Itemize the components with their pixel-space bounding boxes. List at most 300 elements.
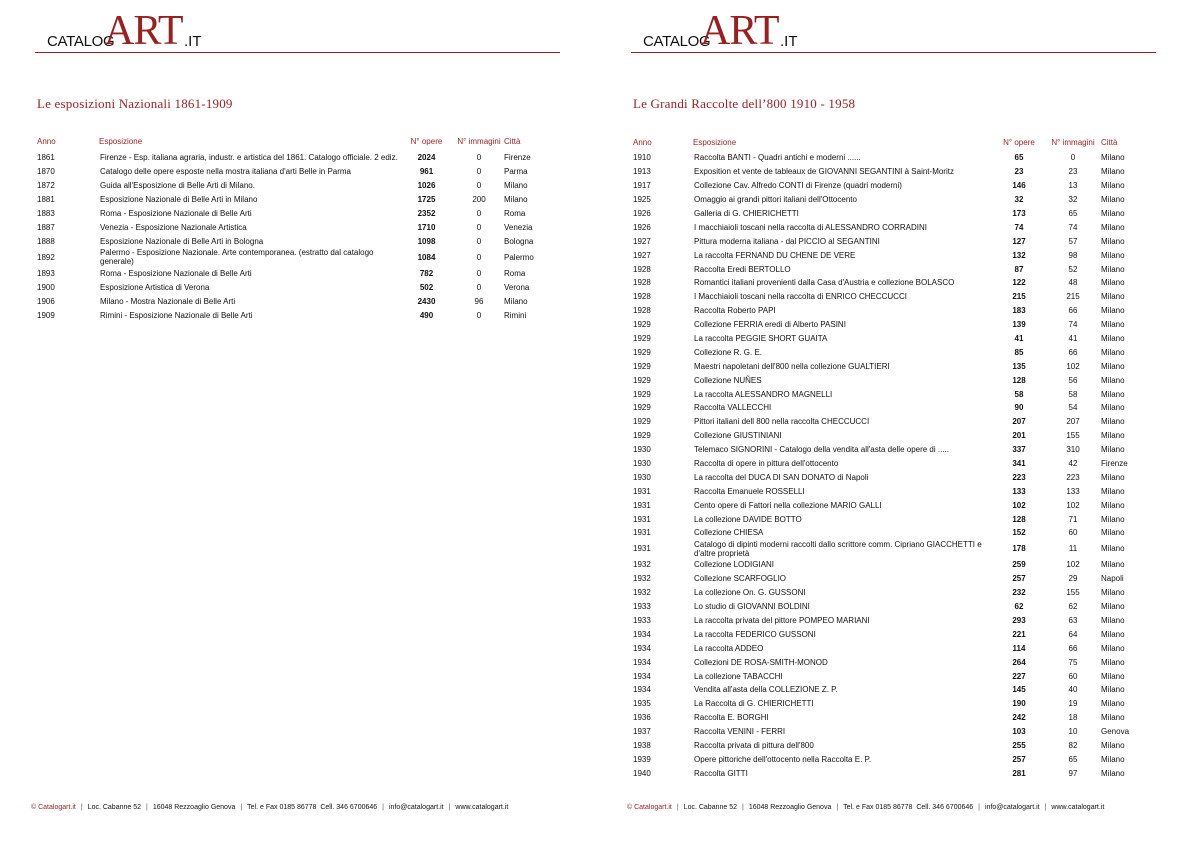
cell-esposizione: Raccolta E. BORGHI: [694, 713, 769, 723]
cell-anno: 1909: [37, 310, 55, 320]
cell-esposizione: Collezione R. G. E.: [694, 347, 763, 357]
logo-art-text: ART: [104, 8, 183, 54]
cell-opere: 133: [1012, 486, 1026, 496]
cell-esposizione: La raccolta FEDERICO GUSSONI: [694, 629, 816, 639]
footer-web[interactable]: www.catalogart.it: [1051, 804, 1105, 811]
footer: © Catalogart.it | Loc. Cabanne 52 | 16048 Rezzoaglio Genova | Tel. e Fax 0185 86778 Cell. 346 6700646 | info@catalogart.it | www.catalogart.it: [627, 804, 1105, 811]
cell-citta: Milano: [1101, 389, 1125, 399]
cell-immagini: 223: [1066, 472, 1080, 482]
cell-citta: Milano: [1101, 334, 1125, 344]
logo-it-text: .IT: [780, 33, 798, 50]
table-row: [633, 193, 1154, 207]
cell-anno: 1940: [633, 768, 651, 778]
header-citta: Città: [504, 137, 521, 146]
cell-immagini: 62: [1068, 602, 1078, 612]
cell-citta: Milano: [1101, 486, 1125, 496]
cell-immagini: 98: [1068, 250, 1078, 260]
cell-anno: 1861: [37, 152, 55, 162]
cell-immagini: 97: [1068, 768, 1078, 778]
table-row: [633, 345, 1154, 359]
cell-citta: Milano: [1101, 222, 1125, 232]
cell-anno: 1930: [633, 459, 651, 469]
cell-citta: Milano: [1101, 236, 1125, 246]
cell-immagini: 63: [1068, 615, 1078, 625]
table-row: [633, 512, 1154, 526]
table-header-row: [37, 137, 547, 150]
cell-citta: Milano: [1101, 278, 1125, 288]
cell-immagini: 133: [1066, 486, 1080, 496]
cell-esposizione: Venezia - Esposizione Nazionale Artistica: [100, 222, 247, 232]
cell-immagini: 74: [1068, 222, 1078, 232]
cell-opere: 145: [1012, 685, 1026, 695]
table-row: [633, 669, 1154, 683]
table-row: [633, 165, 1154, 179]
cell-immagini: 60: [1068, 671, 1078, 681]
cell-immagini: 54: [1068, 403, 1078, 413]
cell-esposizione: La raccolta ADDEO: [694, 643, 764, 653]
cell-immagini: 60: [1068, 528, 1078, 538]
cell-opere: 2430: [417, 296, 436, 306]
catalogart-logo: [631, 8, 1156, 54]
cell-immagini: 32: [1068, 195, 1078, 205]
cell-esposizione: Roma - Esposizione Nazionale di Belle Arti: [100, 268, 252, 278]
cell-anno: 1928: [633, 306, 651, 316]
footer-web[interactable]: www.catalogart.it: [455, 804, 509, 811]
cell-esposizione: Raccolta Emanuele ROSSELLI: [694, 486, 805, 496]
cell-opere: 32: [1014, 195, 1024, 205]
table-row: [633, 484, 1154, 498]
cell-anno: 1933: [633, 615, 651, 625]
footer-address: Loc. Cabanne 52: [683, 804, 737, 811]
cell-anno: 1883: [37, 208, 55, 218]
cell-immagini: 71: [1068, 514, 1078, 524]
cell-opere: 128: [1012, 375, 1026, 385]
cell-anno: 1931: [633, 500, 651, 510]
header-esposizione: Esposizione: [99, 137, 143, 146]
cell-citta: Milano: [1101, 181, 1125, 191]
cell-opere: 215: [1012, 292, 1026, 302]
cell-immagini: 41: [1068, 334, 1078, 344]
cell-anno: 1929: [633, 389, 651, 399]
cell-citta: Milano: [1101, 209, 1125, 218]
cell-citta: Milano: [1101, 167, 1125, 177]
cell-esposizione: Collezioni DE ROSA-SMITH-MONOD: [694, 657, 828, 667]
cell-anno: 1934: [633, 685, 651, 695]
cell-citta: Milano: [1101, 544, 1125, 554]
table-row: [633, 443, 1154, 457]
table-row: [633, 359, 1154, 373]
cell-esposizione: Maestri napoletani dell'800 nella collezione GUALTIERI: [694, 361, 890, 371]
cell-citta: Venezia: [504, 222, 533, 232]
table-row: [633, 766, 1154, 780]
footer-email[interactable]: info@catalogart.it: [985, 804, 1040, 811]
cell-anno: 1872: [37, 180, 55, 190]
cell-citta: Milano: [1101, 472, 1125, 482]
cell-anno: 1932: [633, 574, 651, 584]
cell-anno: 1935: [633, 699, 651, 709]
cell-citta: Milano: [1101, 195, 1125, 205]
cell-anno: 1934: [633, 657, 651, 667]
header-anno: Anno: [37, 137, 56, 146]
cell-immagini: 74: [1068, 320, 1078, 330]
cell-opere: 1725: [417, 194, 436, 204]
cell-esposizione: Esposizione Artistica di Verona: [100, 282, 210, 292]
cell-opere: 257: [1012, 574, 1026, 584]
cell-opere: 65: [1014, 153, 1024, 163]
cell-esposizione: Esposizione Nazionale di Belle Arti in Milano: [100, 194, 258, 204]
cell-esposizione: Raccolta privata di pittura dell'800: [694, 740, 814, 750]
table-row: [633, 600, 1154, 614]
cell-anno: 1934: [633, 629, 651, 639]
cell-citta: Milano: [1101, 347, 1125, 357]
section-title: Le Grandi Raccolte dell’800 1910 - 1958: [633, 96, 856, 111]
cell-immagini: 102: [1066, 361, 1080, 371]
header-opere: N° opere: [410, 137, 443, 146]
header-opere: N° opere: [1003, 138, 1035, 147]
cell-opere: 264: [1012, 657, 1026, 667]
footer-cell: Cell. 346 6700646: [320, 804, 378, 811]
cell-esposizione: La raccolta privata del pittore POMPEO MARIANI: [694, 615, 870, 625]
cell-esposizione: Omaggio ai grandi pittori italiani dell'Ottocento: [694, 195, 857, 205]
cell-citta: Roma: [504, 208, 526, 218]
cell-immagini: 66: [1068, 643, 1078, 653]
footer-cell: Cell. 346 6700646: [916, 804, 974, 811]
footer-address: Loc. Cabanne 52: [87, 804, 141, 811]
table-row: [37, 150, 547, 164]
cell-opere: 74: [1014, 222, 1024, 232]
cell-opere: 281: [1012, 768, 1026, 778]
footer-city: 16048 Rezzoaglio Genova: [152, 804, 236, 811]
table-row: [633, 373, 1154, 387]
cell-citta: Rimini: [504, 310, 527, 320]
table-row: [633, 415, 1154, 429]
cell-esposizione: Pittori italiani dell 800 nella raccolta CHECCUCCI: [694, 417, 870, 427]
table-row: [633, 207, 1154, 221]
cell-anno: 1936: [633, 713, 651, 723]
table-row: [633, 725, 1154, 739]
section-title: Le esposizioni Nazionali 1861-1909: [37, 96, 233, 111]
cell-anno: 1926: [633, 222, 651, 232]
cell-esposizione: Lo studio di GIOVANNI BOLDINI: [694, 602, 810, 612]
table-header-row: [633, 138, 1154, 151]
cell-anno: 1934: [633, 643, 651, 653]
cell-esposizione: Milano - Mostra Nazionale di Belle Arti: [100, 296, 236, 306]
footer-phone: Tel. e Fax 0185 86778: [247, 804, 317, 811]
cell-opere: 190: [1012, 699, 1026, 709]
cell-citta: Milano: [1101, 657, 1125, 667]
cell-immagini: 0: [476, 222, 482, 232]
cell-anno: 1928: [633, 278, 651, 288]
exhibitions-table-body: [37, 150, 547, 322]
table-row: [37, 234, 547, 248]
cell-opere: 2024: [417, 152, 436, 162]
cell-anno: 1893: [37, 268, 55, 278]
cell-esposizione: Cento opere di Fattori nella collezione MARIO GALLI: [694, 500, 882, 510]
table-row: [633, 234, 1154, 248]
table-row: [633, 627, 1154, 641]
cell-esposizione: Rimini - Esposizione Nazionale di Belle Arti: [100, 310, 253, 320]
cell-anno: 1932: [633, 560, 651, 570]
cell-esposizione: Romantici italiani provenienti dalla Casa d'Austria e collezione BOLASCO: [694, 278, 955, 288]
cell-citta: Milano: [1101, 754, 1125, 764]
cell-opere: 1098: [417, 236, 436, 246]
cell-opere: 201: [1012, 431, 1026, 441]
cell-esposizione: Collezione GIUSTINIANI: [694, 431, 782, 441]
cell-immagini: 82: [1068, 740, 1078, 750]
cell-opere: 227: [1012, 671, 1026, 681]
cell-immagini: 13: [1068, 181, 1078, 191]
cell-anno: 1929: [633, 361, 651, 371]
cell-immagini: 155: [1066, 431, 1080, 441]
cell-citta: Milano: [1101, 292, 1125, 302]
cell-opere: 127: [1012, 236, 1026, 246]
cell-esposizione: Raccolta BANTI - Quadri antichi e moderni ......: [694, 153, 861, 163]
cell-immagini: 0: [476, 310, 482, 320]
cell-immagini: 0: [476, 180, 482, 190]
table-row: [633, 558, 1154, 572]
left-page: [0, 0, 595, 842]
table-row: [633, 290, 1154, 304]
cell-immagini: 0: [476, 268, 482, 278]
collections-table: [633, 138, 1154, 780]
cell-citta: Milano: [1101, 713, 1125, 723]
table-row: [37, 280, 547, 294]
table-row: [37, 192, 547, 206]
cell-esposizione: Collezione LODIGIANI: [694, 560, 775, 570]
cell-opere: 961: [419, 166, 434, 176]
cell-citta: Palermo: [504, 252, 534, 262]
header-anno: Anno: [633, 138, 652, 147]
cell-opere: 58: [1014, 389, 1024, 399]
cell-esposizione: La collezione On. G. GUSSONI: [694, 588, 806, 598]
cell-citta: Milano: [1101, 560, 1125, 570]
cell-citta: Milano: [1101, 514, 1125, 524]
table-row: [633, 752, 1154, 766]
cell-esposizione: Raccolta VENINI - FERRI: [694, 727, 786, 737]
table-row: [633, 683, 1154, 697]
cell-immagini: 0: [476, 236, 482, 246]
footer-email[interactable]: info@catalogart.it: [389, 804, 444, 811]
cell-immagini: 102: [1066, 560, 1080, 570]
cell-anno: 1881: [37, 194, 55, 204]
cell-immagini: 18: [1068, 713, 1078, 723]
cell-anno: 1931: [633, 486, 651, 496]
cell-esposizione: Collezione SCARFOGLIO: [694, 574, 787, 584]
cell-opere: 128: [1012, 514, 1026, 524]
cell-immagini: 96: [474, 296, 484, 306]
cell-immagini: 207: [1066, 417, 1080, 427]
cell-citta: Verona: [504, 282, 530, 292]
cell-anno: 1930: [633, 445, 651, 455]
cell-anno: 1933: [633, 602, 651, 612]
cell-anno: 1929: [633, 431, 651, 441]
table-row: [633, 401, 1154, 415]
cell-opere: 103: [1012, 727, 1026, 737]
cell-immagini: 0: [476, 208, 482, 218]
cell-opere: 1026: [417, 180, 436, 190]
cell-anno: 1870: [37, 166, 55, 176]
cell-opere: 490: [419, 310, 434, 320]
cell-immagini: 56: [1068, 375, 1078, 385]
table-row: [633, 641, 1154, 655]
logo-art-text: ART: [700, 8, 779, 54]
table-row: [37, 294, 547, 308]
cell-immagini: 65: [1068, 754, 1078, 764]
cell-opere: 85: [1014, 347, 1024, 357]
table-row: [633, 276, 1154, 290]
cell-citta: Milano: [1101, 306, 1125, 316]
cell-immagini: 58: [1068, 389, 1078, 399]
exhibitions-table: [37, 137, 547, 322]
table-row: [37, 308, 547, 322]
cell-citta: Milano: [1101, 375, 1125, 385]
cell-citta: Milano: [1101, 417, 1125, 427]
logo-catalog-text: CATALOG: [47, 33, 115, 50]
footer: © Catalogart.it | Loc. Cabanne 52 | 16048 Rezzoaglio Genova | Tel. e Fax 0185 86778 Cell. 346 6700646 | info@catalogart.it | www.catalogart.it: [31, 804, 509, 811]
cell-anno: 1931: [633, 528, 651, 538]
cell-citta: Bologna: [504, 236, 534, 246]
cell-anno: 1930: [633, 472, 651, 482]
cell-anno: 1934: [633, 671, 651, 681]
right-page: [596, 0, 1191, 842]
cell-immagini: 0: [476, 166, 482, 176]
cell-citta: Milano: [1101, 588, 1125, 598]
table-row: [633, 586, 1154, 600]
cell-anno: 1900: [37, 282, 55, 292]
table-row: [633, 526, 1154, 540]
cell-esposizione: La Raccolta di G. CHIERICHETTI: [694, 699, 814, 709]
footer-city: 16048 Rezzoaglio Genova: [748, 804, 832, 811]
cell-esposizione: Catalogo delle opere esposte nella mostra italiana d'arti Belle in Parma: [100, 166, 352, 176]
cell-opere: 232: [1012, 588, 1026, 598]
cell-citta: Milano: [504, 194, 528, 204]
cell-citta: Milano: [1101, 250, 1125, 260]
table-row: [633, 332, 1154, 346]
table-row: [37, 164, 547, 178]
cell-citta: Milano: [1101, 500, 1125, 510]
cell-citta: Milano: [504, 180, 528, 190]
cell-citta: Milano: [1101, 361, 1125, 371]
cell-citta: Milano: [1101, 403, 1125, 413]
cell-immagini: 64: [1068, 629, 1078, 639]
table-row: [633, 655, 1154, 669]
cell-esposizione: Collezione CHIESA: [694, 528, 764, 538]
catalogart-logo: [35, 8, 560, 54]
cell-opere: 293: [1012, 615, 1026, 625]
header-immagini: N° immagini: [457, 137, 501, 146]
cell-anno: 1928: [633, 292, 651, 302]
cell-esposizione: Raccolta Roberto PAPI: [694, 306, 776, 316]
cell-immagini: 66: [1068, 306, 1078, 316]
cell-citta: Milano: [1101, 643, 1125, 653]
cell-immagini: 19: [1068, 699, 1078, 709]
cell-immagini: 40: [1068, 685, 1078, 695]
cell-opere: 102: [1012, 500, 1026, 510]
cell-citta: Milano: [1101, 153, 1125, 163]
cell-opere: 502: [419, 282, 434, 292]
cell-immagini: 75: [1068, 657, 1078, 667]
cell-esposizione: Collezione NUÑES: [694, 375, 762, 385]
cell-immagini: 215: [1066, 292, 1080, 302]
cell-opere: 146: [1012, 181, 1026, 191]
table-row: [633, 498, 1154, 512]
cell-immagini: 52: [1068, 264, 1078, 274]
table-row: [633, 540, 1154, 558]
header-immagini: N° immagini: [1051, 138, 1095, 147]
cell-esposizione: I Macchiaioli toscani nella raccolta di ENRICO CHECCUCCI: [694, 292, 907, 302]
cell-citta: Napoli: [1101, 574, 1124, 584]
cell-anno: 1939: [633, 754, 651, 764]
cell-immagini: 48: [1068, 278, 1078, 288]
cell-esposizione: Guida all'Esposizione di Belle Arti di Milano.: [100, 180, 255, 190]
cell-esposizione: Raccolta VALLECCHI: [694, 403, 772, 413]
cell-opere: 139: [1012, 320, 1026, 330]
cell-immagini: 0: [476, 152, 482, 162]
cell-esposizione: Galleria di G. CHIERICHETTI: [694, 209, 799, 218]
header-citta: Città: [1101, 138, 1118, 147]
cell-citta: Roma: [504, 268, 526, 278]
table-row: [633, 387, 1154, 401]
cell-anno: 1929: [633, 417, 651, 427]
cell-citta: Milano: [1101, 685, 1125, 695]
cell-esposizione: I macchiaioli toscani nella raccolta di ALESSANDRO CORRADINI: [694, 222, 927, 232]
cell-citta: Milano: [1101, 671, 1125, 681]
table-row: [37, 248, 547, 266]
cell-immagini: 102: [1066, 500, 1080, 510]
cell-esposizione: Exposition et vente de tableaux de GIOVANNI SEGANTINI à Saint-Moritz: [694, 167, 954, 177]
cell-esposizione: Collezione Cav. Alfredo CONTI di Firenze (quadri moderni): [694, 181, 902, 191]
table-row: [633, 470, 1154, 484]
cell-esposizione: Telemaco SIGNORINI - Catalogo della vendita all'asta delle opere di .....: [694, 445, 949, 455]
table-row: [37, 266, 547, 280]
cell-opere: 90: [1014, 403, 1024, 413]
cell-opere: 152: [1012, 528, 1026, 538]
cell-immagini: 42: [1068, 459, 1078, 469]
cell-citta: Milano: [1101, 629, 1125, 639]
cell-citta: Milano: [1101, 431, 1125, 441]
cell-immagini: 0: [476, 282, 482, 292]
table-row: [633, 739, 1154, 753]
cell-esposizione: Roma - Esposizione Nazionale di Belle Arti: [100, 208, 252, 218]
cell-opere: 1084: [417, 252, 436, 262]
cell-anno: 1937: [633, 727, 651, 737]
cell-opere: 122: [1012, 278, 1026, 288]
table-row: [633, 457, 1154, 471]
cell-immagini: 65: [1068, 209, 1078, 218]
cell-esposizione: Pittura moderna italiana - dal PICCIO al SEGANTINI: [694, 236, 880, 246]
cell-immagini: 29: [1068, 574, 1078, 584]
cell-opere: 207: [1012, 417, 1026, 427]
cell-esposizione: La raccolta del DUCA DI SAN DONATO di Napoli: [694, 472, 869, 482]
cell-anno: 1917: [633, 181, 651, 191]
cell-opere: 62: [1014, 602, 1024, 612]
table-row: [633, 248, 1154, 262]
cell-citta: Milano: [1101, 445, 1125, 455]
cell-opere: 255: [1012, 740, 1026, 750]
cell-esposizione: La raccolta ALESSANDRO MAGNELLI: [694, 389, 833, 399]
cell-citta: Milano: [1101, 615, 1125, 625]
cell-opere: 132: [1012, 250, 1026, 260]
cell-esposizione: Raccolta Eredi BERTOLLO: [694, 264, 791, 274]
cell-anno: 1932: [633, 588, 651, 598]
cell-anno: 1928: [633, 264, 651, 274]
cell-opere: 341: [1012, 459, 1026, 469]
cell-opere: 23: [1014, 167, 1024, 177]
footer-phone: Tel. e Fax 0185 86778: [843, 804, 913, 811]
cell-opere: 183: [1012, 306, 1026, 316]
cell-opere: 223: [1012, 472, 1026, 482]
cell-anno: 1931: [633, 514, 651, 524]
